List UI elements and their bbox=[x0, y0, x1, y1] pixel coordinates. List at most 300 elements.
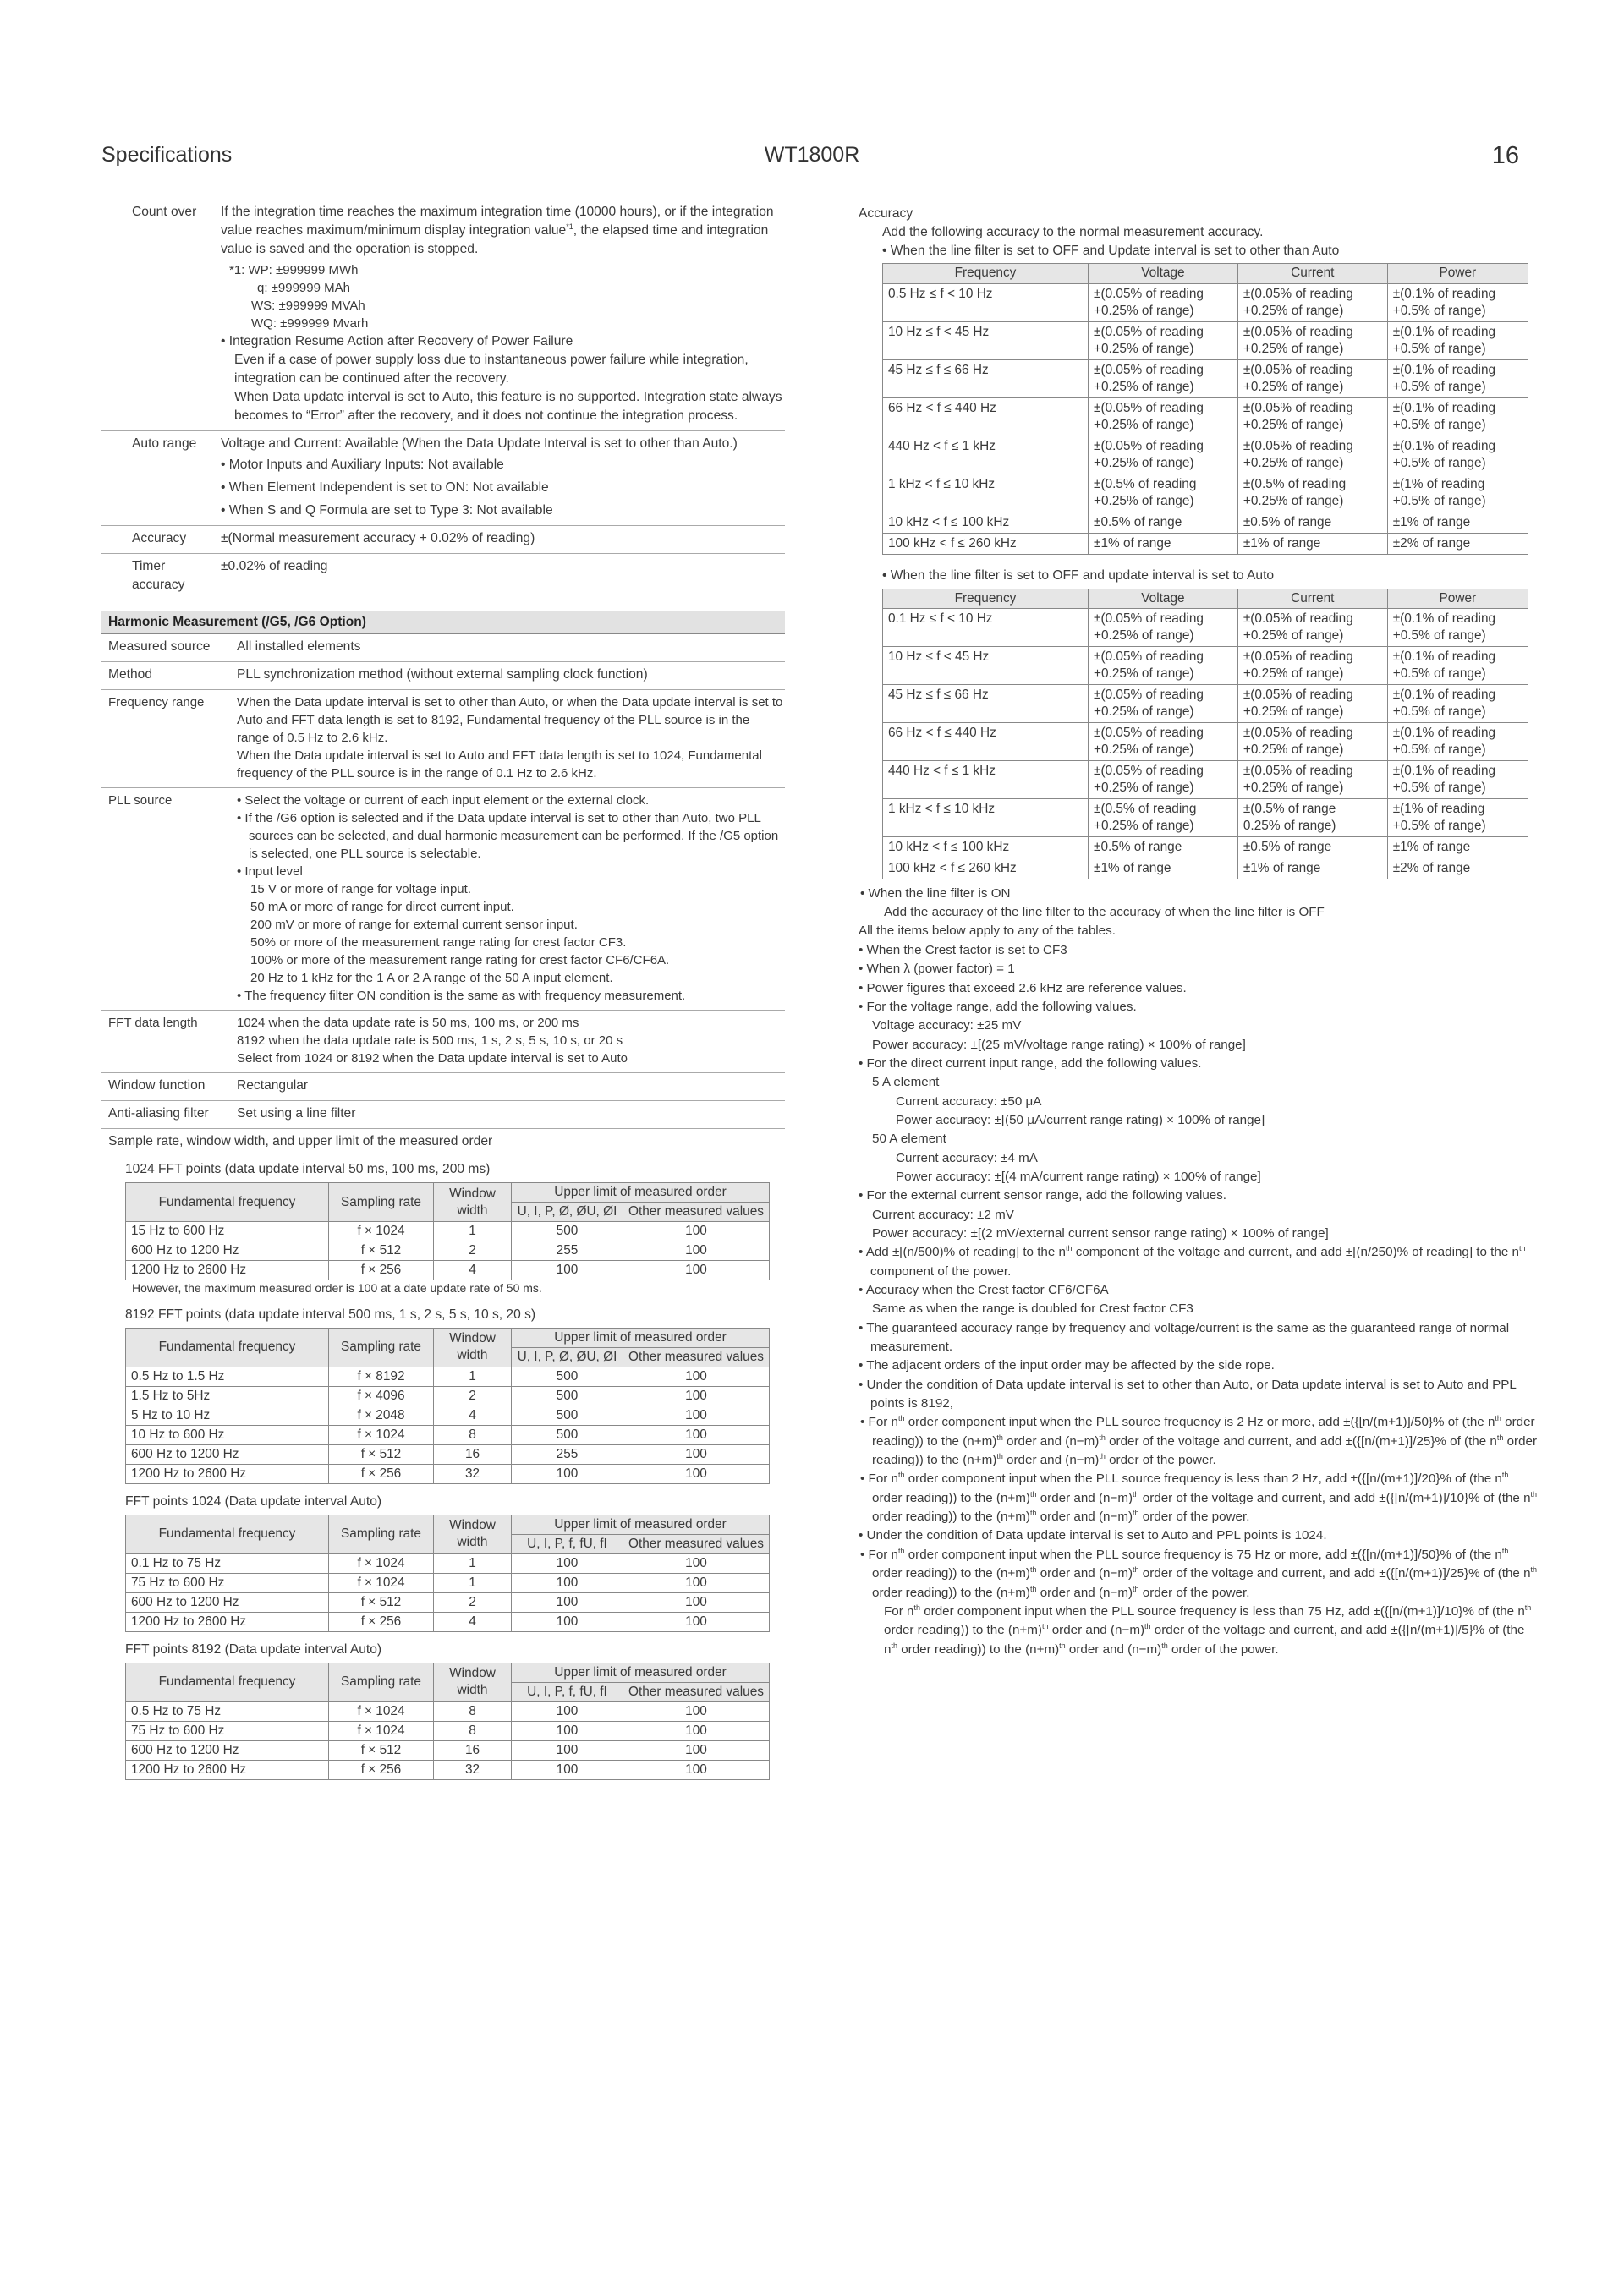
spec-label: Frequency range bbox=[108, 694, 205, 710]
table-cell bbox=[1237, 436, 1387, 474]
table-cell bbox=[1237, 512, 1387, 533]
text-line: When the Data update interval is set to Auto and FFT data length is set to 1024, Fundamental frequency of the PLL source is in the range of 0.1 Hz to 2.6 kHz. bbox=[237, 748, 762, 781]
table-cell: 100 bbox=[512, 1592, 623, 1612]
spec-label: Window function bbox=[108, 1077, 206, 1093]
cell-line: ±(1% of reading bbox=[1392, 476, 1485, 491]
cell-line: ±(0.05% of reading bbox=[1094, 324, 1204, 339]
table-cell: 100 bbox=[623, 1592, 770, 1612]
table-row bbox=[126, 1464, 770, 1483]
table-cell: 1200 Hz to 2600 Hz bbox=[126, 1464, 329, 1483]
cell-line: ±(0.05% of reading bbox=[1094, 286, 1204, 301]
table-cell: f × 1024 bbox=[329, 1573, 434, 1592]
spec-label: Anti-aliasing filter bbox=[108, 1105, 209, 1121]
header-fundamental-frequency: Fundamental frequency bbox=[126, 1328, 329, 1367]
cell-line: ±1% of range bbox=[1392, 839, 1471, 854]
table-row bbox=[126, 1406, 770, 1425]
table-cell: 100 bbox=[623, 1573, 770, 1592]
table-row bbox=[126, 1740, 770, 1760]
table-cell: 1 bbox=[434, 1367, 512, 1386]
spec-row-accuracy bbox=[102, 526, 785, 554]
header-other-values: Other measured values bbox=[623, 1203, 770, 1222]
table-cell bbox=[1089, 646, 1238, 684]
cell-line: ±(0.5% of reading bbox=[1094, 476, 1197, 491]
table-cell: 100 bbox=[512, 1701, 623, 1721]
header-other-values: Other measured values bbox=[623, 1534, 770, 1553]
note-line: • The adjacent orders of the input order may be affected by the side rope. bbox=[859, 1358, 1275, 1373]
table-cell: 100 bbox=[623, 1386, 770, 1406]
table-cell bbox=[1237, 858, 1387, 879]
fft-table bbox=[125, 1328, 770, 1484]
note-line: • When the Crest factor is set to CF3 bbox=[859, 942, 1067, 957]
note-line: Same as when the range is doubled for Crest factor CF3 bbox=[872, 1301, 1193, 1317]
cell-line: ±(0.05% of reading bbox=[1243, 400, 1353, 415]
spec-label: FFT data length bbox=[108, 1015, 198, 1030]
table-cell bbox=[883, 836, 1089, 858]
table-cell: 4 bbox=[434, 1612, 512, 1631]
spec-value: ±0.02% of reading bbox=[221, 558, 328, 573]
table-cell bbox=[883, 760, 1089, 798]
spec-row-frequency-range bbox=[102, 690, 785, 788]
cell-line: ±0.5% of range bbox=[1094, 514, 1182, 529]
cell-line: +0.5% of range) bbox=[1392, 455, 1486, 470]
spec-label: Timer accuracy bbox=[132, 558, 185, 592]
table-cell bbox=[1089, 283, 1238, 321]
table-cell bbox=[883, 608, 1089, 646]
accuracy-table-non-auto bbox=[882, 263, 1528, 554]
cell-line: +0.25% of range) bbox=[1094, 417, 1194, 432]
header-upper-limit: Upper limit of measured order bbox=[512, 1663, 770, 1682]
table-cell bbox=[883, 684, 1089, 722]
cell-line: ±0.5% of range bbox=[1243, 514, 1332, 529]
fft-table bbox=[125, 1515, 770, 1632]
spec-label: Method bbox=[108, 667, 153, 682]
header-upper-limit: Upper limit of measured order bbox=[512, 1183, 770, 1203]
table-cell bbox=[1089, 836, 1238, 858]
table-cell bbox=[1387, 321, 1528, 359]
table-cell: 75 Hz to 600 Hz bbox=[126, 1721, 329, 1740]
table-cell: 100 bbox=[623, 1464, 770, 1483]
note-line: • For the direct current input range, add the following values. bbox=[859, 1055, 1202, 1071]
input-level-line: 200 mV or more of range for external current sensor input. bbox=[250, 917, 578, 932]
note-line: Add the accuracy of the line filter to the accuracy of when the line filter is OFF bbox=[884, 905, 1325, 920]
fft-table bbox=[125, 1182, 770, 1280]
table-cell bbox=[1237, 533, 1387, 554]
accuracy-condition-1: • When the line filter is set to OFF and Update interval is set to other than Auto bbox=[882, 243, 1340, 258]
table-cell: f × 256 bbox=[329, 1760, 434, 1779]
cell-line: ±1% of range bbox=[1392, 514, 1471, 529]
cell-line: +0.25% of range) bbox=[1243, 493, 1344, 508]
table-cell bbox=[883, 436, 1089, 474]
note-line: Current accuracy: ±4 mA bbox=[896, 1150, 1038, 1165]
table-row bbox=[126, 1573, 770, 1592]
header-window-width: Window width bbox=[434, 1183, 512, 1222]
cell-line: ±0.5% of range bbox=[1243, 839, 1332, 854]
cell-line: ±(0.1% of reading bbox=[1392, 400, 1496, 415]
spec-row-timer bbox=[102, 554, 785, 600]
table-cell bbox=[1387, 397, 1528, 436]
cell-line: ±0.5% of range bbox=[1094, 839, 1182, 854]
cell-line: ±(0.1% of reading bbox=[1392, 763, 1496, 778]
spec-value: Set using a line filter bbox=[237, 1105, 356, 1121]
header-section-title: Specifications bbox=[102, 143, 233, 167]
accuracy-condition-2: • When the line filter is set to OFF and update interval is set to Auto bbox=[882, 567, 1275, 583]
cell-line: +0.25% of range) bbox=[1094, 341, 1194, 356]
spec-row-count-over bbox=[102, 200, 785, 431]
cell-line: +0.25% of range) bbox=[1243, 742, 1344, 757]
table-cell: 100 bbox=[512, 1553, 623, 1573]
table-cell: f × 1024 bbox=[329, 1222, 434, 1241]
cell-line: ±(0.05% of reading bbox=[1243, 324, 1353, 339]
cell-line: +0.25% of range) bbox=[1094, 627, 1194, 643]
footnote-marker: *1 bbox=[566, 222, 573, 231]
cell-line: +0.25% of range) bbox=[1094, 455, 1194, 470]
cell-line: 66 Hz < f ≤ 440 Hz bbox=[888, 400, 996, 415]
spec-value: PLL synchronization method (without external sampling clock function) bbox=[237, 667, 648, 682]
table-cell: 100 bbox=[623, 1444, 770, 1464]
harmonic-section-title: Harmonic Measurement (/G5, /G6 Option) bbox=[102, 611, 785, 634]
cell-line: +0.25% of range) bbox=[1094, 666, 1194, 681]
table-cell: 255 bbox=[512, 1444, 623, 1464]
resume-text-2: When Data update interval is set to Auto, this feature is no supported. Integration state always becomes to “Error” after the recovery, and it does not continue the integration process. bbox=[234, 389, 782, 423]
table-row bbox=[883, 397, 1528, 436]
table-cell: 100 bbox=[512, 1740, 623, 1760]
footnote bbox=[221, 261, 785, 332]
cell-line: ±(0.05% of reading bbox=[1094, 687, 1204, 702]
spec-label: Count over bbox=[132, 205, 197, 219]
table-cell: 500 bbox=[512, 1367, 623, 1386]
table-cell: 0.5 Hz to 1.5 Hz bbox=[126, 1367, 329, 1386]
table-cell bbox=[1089, 722, 1238, 760]
list-item: • Select the voltage or current of each input element or the external clock. bbox=[237, 792, 650, 808]
cell-line: 440 Hz < f ≤ 1 kHz bbox=[888, 438, 996, 453]
table-cell: 1 bbox=[434, 1553, 512, 1573]
table-row bbox=[883, 512, 1528, 533]
cell-line: ±(0.05% of reading bbox=[1094, 362, 1204, 377]
table-cell: 32 bbox=[434, 1760, 512, 1779]
list-item: • The frequency filter ON condition is the same as with frequency measurement. bbox=[237, 988, 686, 1003]
header-order-quantities: U, I, P, f, fU, fI bbox=[512, 1534, 623, 1553]
accuracy-table-auto bbox=[882, 589, 1528, 879]
table-cell bbox=[883, 512, 1089, 533]
table-cell: 100 bbox=[623, 1241, 770, 1261]
auto-range-text: Voltage and Current: Available (When the Data Update Interval is set to other than Auto.) bbox=[221, 436, 738, 451]
fft-table-caption: 8192 FFT points (data update interval 500 ms, 1 s, 2 s, 5 s, 10 s, 20 s) bbox=[125, 1307, 536, 1322]
table-row bbox=[883, 858, 1528, 879]
table-header: Current bbox=[1237, 589, 1387, 608]
cell-line: +0.25% of range) bbox=[1243, 379, 1344, 394]
table-header: Frequency bbox=[883, 589, 1089, 608]
list-item: • Input level bbox=[237, 863, 303, 879]
table-cell bbox=[1237, 836, 1387, 858]
table-cell: f × 1024 bbox=[329, 1425, 434, 1444]
spec-value bbox=[237, 792, 785, 1005]
cell-line: ±(0.05% of reading bbox=[1243, 649, 1353, 664]
table-cell bbox=[1387, 436, 1528, 474]
table-cell: 100 bbox=[512, 1612, 623, 1631]
cell-line: 0.25% of range) bbox=[1243, 818, 1336, 833]
cell-line: +0.5% of range) bbox=[1392, 627, 1486, 643]
cell-line: +0.25% of range) bbox=[1243, 627, 1344, 643]
table-row bbox=[126, 1241, 770, 1261]
fft-table-caption: FFT points 8192 (Data update interval Auto) bbox=[125, 1641, 382, 1657]
table-cell: 100 bbox=[623, 1425, 770, 1444]
table-cell: f × 8192 bbox=[329, 1367, 434, 1386]
cell-line: +0.5% of range) bbox=[1392, 666, 1486, 681]
right-column bbox=[859, 200, 1540, 1659]
cell-line: ±(0.05% of reading bbox=[1243, 362, 1353, 377]
table-cell: 500 bbox=[512, 1425, 623, 1444]
note-line: • For the voltage range, add the following values. bbox=[859, 999, 1137, 1014]
cell-line: +0.25% of range) bbox=[1094, 379, 1194, 394]
table-cell bbox=[883, 359, 1089, 397]
cell-line: ±(0.1% of reading bbox=[1392, 687, 1496, 702]
table-cell: 100 bbox=[623, 1612, 770, 1631]
cell-line: +0.25% of range) bbox=[1243, 341, 1344, 356]
table-row bbox=[883, 283, 1528, 321]
cell-line: ±(0.1% of reading bbox=[1392, 725, 1496, 740]
table-cell: f × 512 bbox=[329, 1592, 434, 1612]
spec-label: PLL source bbox=[108, 792, 173, 808]
footnote-line: WS: ±999999 MVAh bbox=[251, 299, 365, 314]
cell-line: 1 kHz < f ≤ 10 kHz bbox=[888, 801, 996, 816]
table-cell: 100 bbox=[512, 1721, 623, 1740]
note-line: Voltage accuracy: ±25 mV bbox=[872, 1018, 1022, 1033]
header-upper-limit: Upper limit of measured order bbox=[512, 1328, 770, 1347]
list-item: • When S and Q Formula are set to Type 3: Not available bbox=[221, 503, 553, 518]
table-cell: f × 512 bbox=[329, 1740, 434, 1760]
table-cell bbox=[1237, 646, 1387, 684]
table-row bbox=[126, 1222, 770, 1241]
table-cell: f × 2048 bbox=[329, 1406, 434, 1425]
table-cell bbox=[1089, 684, 1238, 722]
spec-label: Auto range bbox=[132, 436, 197, 451]
cell-line: ±(0.1% of reading bbox=[1392, 611, 1496, 626]
table-cell: f × 4096 bbox=[329, 1386, 434, 1406]
table-cell bbox=[1387, 359, 1528, 397]
list-item: • When Element Independent is set to ON: Not available bbox=[221, 480, 549, 496]
table-row bbox=[126, 1721, 770, 1740]
cell-line: ±2% of range bbox=[1392, 860, 1471, 875]
cell-line: ±(0.1% of reading bbox=[1392, 438, 1496, 453]
table-cell bbox=[1237, 283, 1387, 321]
header-sampling-rate: Sampling rate bbox=[329, 1183, 434, 1222]
accuracy-notes bbox=[859, 885, 1540, 1659]
note-line: Current accuracy: ±50 μA bbox=[896, 1093, 1042, 1109]
table-cell bbox=[1237, 722, 1387, 760]
table-cell: 4 bbox=[434, 1261, 512, 1280]
cell-line: ±(0.05% of reading bbox=[1094, 763, 1204, 778]
cell-line: +0.5% of range) bbox=[1392, 303, 1486, 318]
spec-row-anti-aliasing bbox=[102, 1101, 785, 1129]
note-line: Power accuracy: ±[(25 mV/voltage range rating) × 100% of range] bbox=[872, 1037, 1246, 1052]
table-row bbox=[126, 1553, 770, 1573]
cell-line: 0.5 Hz ≤ f < 10 Hz bbox=[888, 286, 993, 301]
table-cell: 600 Hz to 1200 Hz bbox=[126, 1241, 329, 1261]
cell-line: +0.25% of range) bbox=[1094, 493, 1194, 508]
table-cell: 600 Hz to 1200 Hz bbox=[126, 1592, 329, 1612]
table-cell: f × 1024 bbox=[329, 1701, 434, 1721]
cell-line: +0.5% of range) bbox=[1392, 417, 1486, 432]
cell-line: 1 kHz < f ≤ 10 kHz bbox=[888, 476, 996, 491]
table-cell bbox=[883, 533, 1089, 554]
cell-line: 10 kHz < f ≤ 100 kHz bbox=[888, 514, 1010, 529]
table-cell bbox=[1387, 858, 1528, 879]
spec-value: Rectangular bbox=[237, 1077, 309, 1093]
note-line: • When the line filter is ON bbox=[860, 885, 1011, 901]
cell-line: ±(0.05% of reading bbox=[1094, 438, 1204, 453]
table-row bbox=[883, 684, 1528, 722]
table-cell bbox=[1089, 321, 1238, 359]
table-row bbox=[126, 1701, 770, 1721]
cell-line: ±1% of range bbox=[1243, 535, 1321, 551]
table-cell: 0.1 Hz to 75 Hz bbox=[126, 1553, 329, 1573]
page-number: 16 bbox=[1491, 142, 1519, 169]
table-header: Frequency bbox=[883, 264, 1089, 283]
cell-line: +0.25% of range) bbox=[1243, 303, 1344, 318]
note-line: • Add ±[(n/500)% of reading] to the $n^{th}$ component of the voltage and current, and add ±[(n/250)% of reading] to the $n^{th}$ component of the power. bbox=[859, 1244, 1526, 1279]
cell-line: ±(1% of reading bbox=[1392, 801, 1485, 816]
cell-line: ±(0.05% of reading bbox=[1243, 286, 1353, 301]
cell-line: ±(0.1% of reading bbox=[1392, 324, 1496, 339]
header-sampling-rate: Sampling rate bbox=[329, 1515, 434, 1553]
note-line: • Under the condition of Data update interval is set to Auto and PPL points is 1024. bbox=[859, 1528, 1327, 1543]
table-cell bbox=[1089, 436, 1238, 474]
input-level-line: 20 Hz to 1 kHz for the 1 A or 2 A range of the 50 A input element. bbox=[250, 970, 613, 985]
cell-line: 440 Hz < f ≤ 1 kHz bbox=[888, 763, 996, 778]
table-row bbox=[126, 1592, 770, 1612]
cell-line: +0.25% of range) bbox=[1243, 780, 1344, 795]
note-line: • For $n^{th}$ order component input when the PLL source frequency is less than 2 Hz, add ±({[n/(m+1)]/20}% of (the $n^{th}$ order reading)) to the $(n+m)^{th}$ order and $(n-m)^{th}$ order of the voltage and current, and add ±({[n/(m+1)]/10}% of (the $n^{th}$ order reading)) to the $(n+m)^{th}$ order and $(n-m)^{th}$ order of the power. bbox=[860, 1471, 1538, 1525]
table-cell: 100 bbox=[623, 1760, 770, 1779]
cell-line: +0.5% of range) bbox=[1392, 742, 1486, 757]
cell-line: 0.1 Hz ≤ f < 10 Hz bbox=[888, 611, 993, 626]
cell-line: 45 Hz ≤ f ≤ 66 Hz bbox=[888, 362, 989, 377]
cell-line: ±(0.05% of reading bbox=[1243, 763, 1353, 778]
count-over-text: If the integration time reaches the maximum integration time (10000 hours), or if the integration value reaches maximum/minimum display integration value bbox=[221, 205, 774, 238]
footnote-line: q: ±999999 MAh bbox=[257, 281, 350, 296]
table-cell: f × 512 bbox=[329, 1444, 434, 1464]
header-order-quantities: U, I, P, Ø, ØU, ØI bbox=[512, 1347, 623, 1367]
cell-line: +0.5% of range) bbox=[1392, 780, 1486, 795]
cell-line: ±1% of range bbox=[1094, 535, 1171, 551]
table-cell bbox=[1237, 397, 1387, 436]
note-line: 5 A element bbox=[872, 1075, 940, 1090]
spec-label: Measured source bbox=[108, 639, 211, 655]
note-line: • Under the condition of Data update interval is set to other than Auto, or Data update interval is set to Auto and PPL points is 8192, bbox=[859, 1377, 1517, 1411]
table-cell bbox=[1237, 798, 1387, 836]
table-cell bbox=[883, 283, 1089, 321]
left-column bbox=[102, 200, 785, 1789]
note-line: Current accuracy: ±2 mV bbox=[872, 1207, 1014, 1222]
table-cell: f × 1024 bbox=[329, 1553, 434, 1573]
table-cell: 75 Hz to 600 Hz bbox=[126, 1573, 329, 1592]
table-cell: 32 bbox=[434, 1464, 512, 1483]
table-cell bbox=[1387, 836, 1528, 858]
spec-row-fft-length bbox=[102, 1011, 785, 1073]
spec-value bbox=[237, 1014, 785, 1067]
table-header: Voltage bbox=[1089, 264, 1238, 283]
table-cell bbox=[883, 858, 1089, 879]
table-cell bbox=[1387, 798, 1528, 836]
table-cell: 600 Hz to 1200 Hz bbox=[126, 1740, 329, 1760]
text-line: When the Data update interval is set to other than Auto, or when the Data update interval is set to Auto and FFT data length is set to 8192, Fundamental frequency of the PLL source is in the range of 0.5 Hz to 2.6 kHz. bbox=[237, 694, 783, 745]
note-line: • For $n^{th}$ order component input when the PLL source frequency is 2 Hz or more, add ±({[n/(m+1)]/50}% of (the $n^{th}$ order reading)) to the $(n+m)^{th}$ order and $(n-m)^{th}$ order of the voltage and current, and add ±({[n/(m+1)]/25}% of (the $n^{th}$ order reading)) to the $(n+m)^{th}$ order and $(n-m)^{th}$ order of the power. bbox=[860, 1414, 1538, 1468]
header-model-name: WT1800R bbox=[764, 143, 860, 167]
table-cell: 100 bbox=[512, 1573, 623, 1592]
table-cell: 100 bbox=[512, 1261, 623, 1280]
table-cell: 500 bbox=[512, 1222, 623, 1241]
cell-line: 66 Hz < f ≤ 440 Hz bbox=[888, 725, 996, 740]
spec-value bbox=[221, 203, 785, 425]
table-cell: 5 Hz to 10 Hz bbox=[126, 1406, 329, 1425]
spec-row-pll-source bbox=[102, 788, 785, 1011]
table-cell: 15 Hz to 600 Hz bbox=[126, 1222, 329, 1241]
table-cell bbox=[1237, 760, 1387, 798]
table-cell bbox=[1089, 760, 1238, 798]
header-sampling-rate: Sampling rate bbox=[329, 1663, 434, 1701]
cell-line: ±(0.5% of range bbox=[1243, 801, 1336, 816]
table-cell: 100 bbox=[623, 1261, 770, 1280]
resume-text: Even if a case of power supply loss due to instantaneous power failure while integration, integration can be continued after the recovery. bbox=[234, 353, 749, 386]
table-cell: 500 bbox=[512, 1406, 623, 1425]
table-cell bbox=[883, 798, 1089, 836]
table-row bbox=[883, 608, 1528, 646]
table-cell bbox=[1387, 684, 1528, 722]
table-cell bbox=[883, 321, 1089, 359]
input-level-line: 50% or more of the measurement range rating for crest factor CF3. bbox=[250, 934, 627, 950]
cell-line: +0.5% of range) bbox=[1392, 818, 1486, 833]
table-cell bbox=[1387, 512, 1528, 533]
header-other-values: Other measured values bbox=[623, 1347, 770, 1367]
table-header: Power bbox=[1387, 589, 1528, 608]
cell-line: ±(0.05% of reading bbox=[1243, 687, 1353, 702]
table-row bbox=[126, 1367, 770, 1386]
table-cell: 1200 Hz to 2600 Hz bbox=[126, 1261, 329, 1280]
header-order-quantities: U, I, P, Ø, ØU, ØI bbox=[512, 1203, 623, 1222]
cell-line: ±(0.05% of reading bbox=[1243, 725, 1353, 740]
spec-value: ±(Normal measurement accuracy + 0.02% of reading) bbox=[221, 530, 535, 545]
table-cell: 16 bbox=[434, 1444, 512, 1464]
header-other-values: Other measured values bbox=[623, 1682, 770, 1701]
cell-line: +0.5% of range) bbox=[1392, 341, 1486, 356]
cell-line: ±1% of range bbox=[1094, 860, 1171, 875]
table-cell: 100 bbox=[623, 1721, 770, 1740]
harmonic-specs bbox=[102, 634, 785, 1152]
header-window-width: Window width bbox=[434, 1328, 512, 1367]
header-window-width: Window width bbox=[434, 1663, 512, 1701]
spec-row-measured-source bbox=[102, 634, 785, 662]
spec-value: All installed elements bbox=[237, 639, 361, 655]
cell-line: +0.25% of range) bbox=[1094, 780, 1194, 795]
table-cell: 100 bbox=[623, 1222, 770, 1241]
table-row bbox=[883, 474, 1528, 512]
table-cell: 1200 Hz to 2600 Hz bbox=[126, 1612, 329, 1631]
table-header: Voltage bbox=[1089, 589, 1238, 608]
cell-line: +0.5% of range) bbox=[1392, 704, 1486, 719]
note-line: • Accuracy when the Crest factor CF6/CF6A bbox=[859, 1283, 1109, 1297]
fft-tables bbox=[102, 1160, 785, 1779]
cell-line: 10 Hz ≤ f < 45 Hz bbox=[888, 324, 990, 339]
table-cell: 2 bbox=[434, 1241, 512, 1261]
spec-row-window-function bbox=[102, 1073, 785, 1101]
table-row bbox=[883, 836, 1528, 858]
cell-line: ±(0.1% of reading bbox=[1392, 286, 1496, 301]
cell-line: 100 kHz < f ≤ 260 kHz bbox=[888, 860, 1017, 875]
note-line: Power accuracy: ±[(4 mA/current range rating) × 100% of range] bbox=[896, 1169, 1261, 1184]
cell-line: 10 kHz < f ≤ 100 kHz bbox=[888, 839, 1010, 854]
count-over-text-2: , the elapsed time and integration value is saved and the operation is stopped. bbox=[221, 222, 769, 256]
footnote-line: *1: WP: ±999999 MWh bbox=[229, 263, 359, 278]
